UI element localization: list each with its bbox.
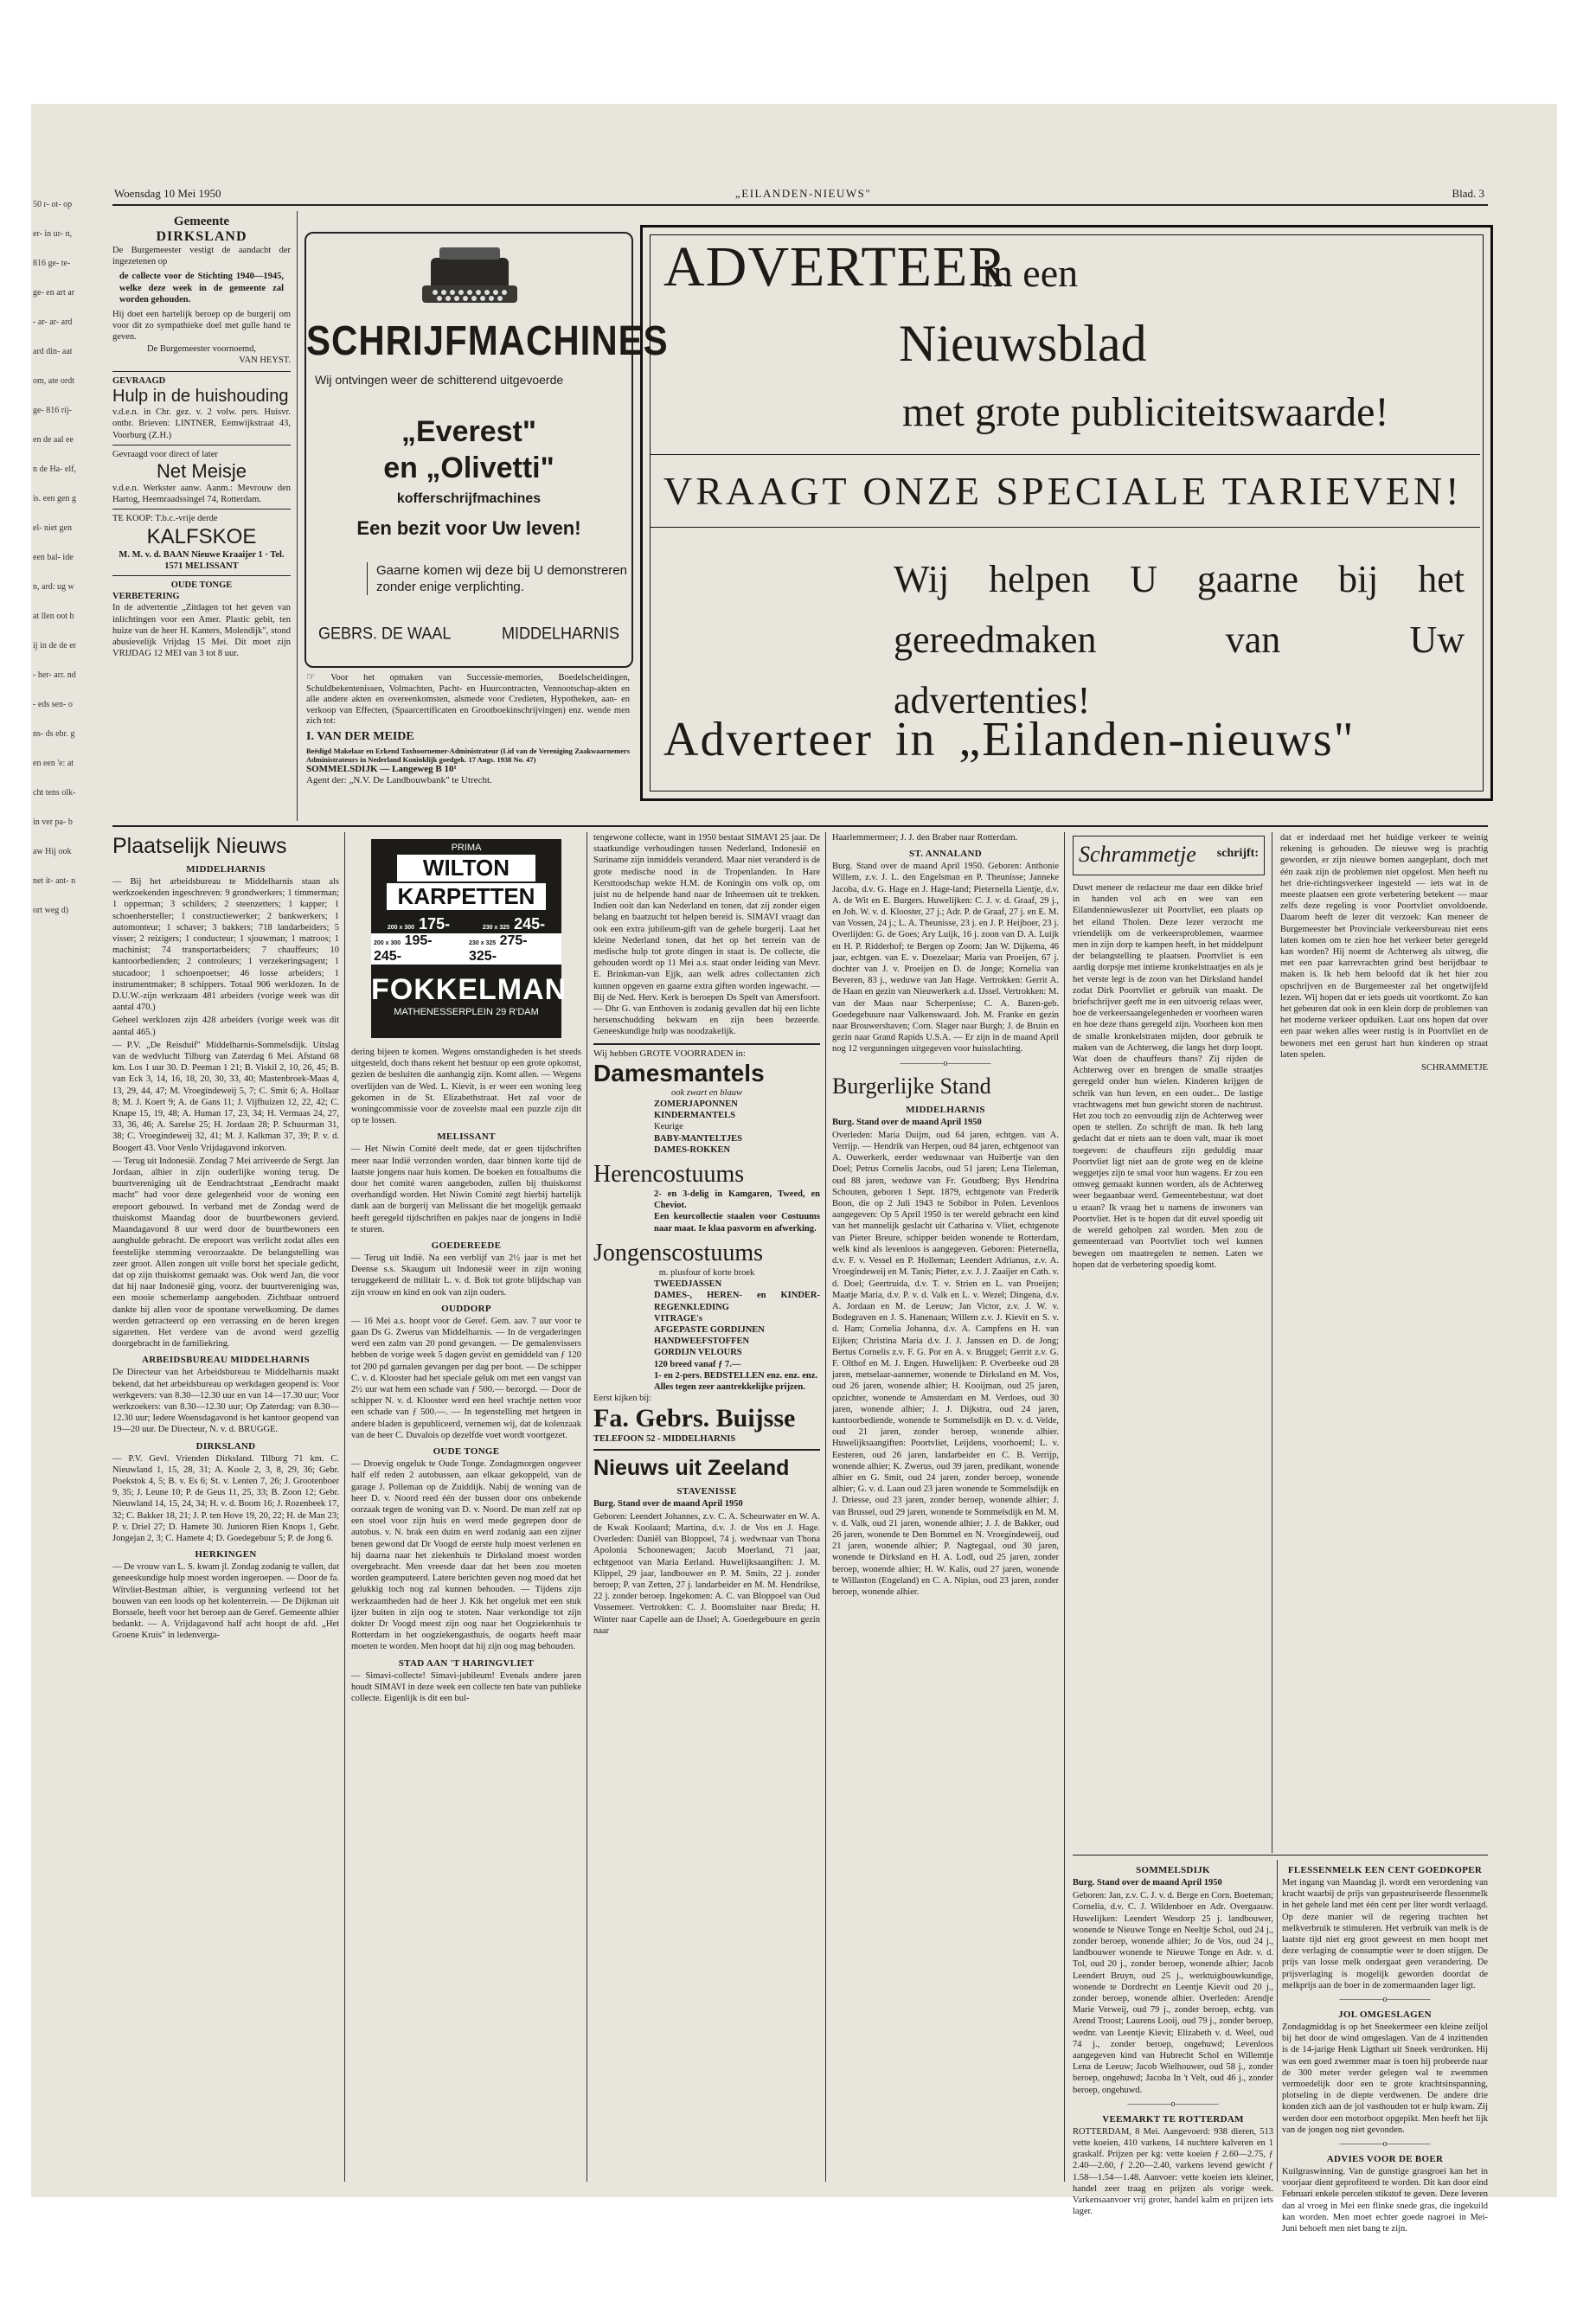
classified-head: KALFSKOE	[146, 524, 257, 548]
sommelsdijk-subheading: Burg. Stand over de maand April 1950	[1073, 1878, 1222, 1888]
voorraad-item: AFGEPASTE GORDIJNEN	[654, 1324, 765, 1335]
pn-text: — P.V. „De Reisduif" Middelharnis-Sommelsdijk. Uitslag van de wedvlucht Tilburg van Zaterdag 6 Mei. Afstand 68 km. Los 1 uur 30. D. Peeman 1 21; B. Viskil 2, 10, 26, 45; B. van Eck 3, 14, 16, 18, 20, 30, 33, 40; Mastenbroek-Maas 4, 13, 29, 44, 47; M. Vroegindeweij 5, 7; C. Smit 6; A. Hollaar 8; M. J. Koert 9; A. de Gans 11; J. Vijfhuizen 12, 22, 42; C. Knape 15, 19, 48; A. Human 17, 23, 34; H. Vermaas 24, 27, 33, 36, 46; A. Sarelse 25; H. Jordaan 28; P. Schuurman 31, 38; C. Vroegindeweij 32, 41; M. J. Kalkman 37, 39; P. v. d. Boogert 43. Voor Venlo Vrijdagavond inkorven.	[112, 1040, 339, 1153]
c3-text: — Terug uit Indië. Na een verblijf van 2½ jaar is met het Deense s.s. Skaugum uit Indonesië weer in zijn woning teruggekeerd de militair L. v. d. Bok tot grote blijdschap van zijn vrouw en kind en ook van zijn ouders.	[351, 1253, 581, 1298]
voorraad-list3	[654, 1279, 820, 1393]
classified-head: Net Meisje	[157, 460, 247, 483]
divider: —————o—————	[900, 1058, 991, 1068]
classified-head: Hulp in de huishouding	[112, 387, 289, 407]
pn-text: — P.V. Gevl. Vrienden Dirksland. Tilburg 71 km. C. Nieuwland 1, 15, 28, 31; A. Koole 2, 3, 8, 29, 36; Gebr. Poekstok 4, 5; B. v. Es 6; St. v. Lenten 7, 26; J. Grootenboer 9, 35; J. Leune 10; P. de Geus 11, 25, 33; B. Zoon 12; Gebr. Nieuwland 14, 15, 24, 34; H. v. d. Boom 16; J. Rozenbeek 17, 32; C. Bakker 18, 21; J. P. ten Hove 19, 20, 22; H. de Man 23; P. v. Driel 27; D. Hamete 30. Junioren Rien Knops 1, Gebr. Jongejan 2, 3; C. Hamete 4; D. Goedegebuur 5; P. de Jong 6.	[112, 1453, 339, 1543]
c3-article	[351, 1240, 581, 1298]
sommelsdijk-heading: SOMMELSDIJK	[1136, 1865, 1210, 1875]
voorraad-item: Keurige	[654, 1122, 683, 1132]
advies-text: Kuilgraswinning. Van de gunstige grasgroei kan het in voorjaar dient geprofiteerd te worden. Dit kan door eind Februari enkele percelen stikstof te geven. Deze leveren dan al vroeg in Mei een flinke snede gras, die ingekuild kan worden. Men moet echter goede nagroei in Mei-Juni behoeft men niet bang te zijn.	[1282, 2167, 1488, 2234]
wilton-prices	[371, 933, 561, 965]
meide-place: SOMMELSDIJK — Langeweg B 10¹	[306, 763, 457, 774]
section-rule	[112, 825, 1488, 827]
voorraad-h3: Jongenscostuums	[593, 1239, 763, 1266]
pn-article	[112, 1441, 339, 1545]
plaatselijk-column	[112, 832, 339, 2182]
meide-ad	[306, 671, 630, 820]
meide-body	[306, 671, 630, 727]
flessenmelk-column	[1282, 1860, 1488, 2234]
c3-article	[351, 1047, 581, 1126]
simavi-column	[593, 832, 820, 2182]
plaatselijk-title: Plaatselijk Nieuws	[112, 834, 287, 858]
pn-article	[112, 1355, 339, 1435]
adverteer-ad	[640, 225, 1493, 801]
voorraad-h1: Damesmantels	[593, 1059, 765, 1086]
wilton-ad	[371, 839, 567, 1038]
sommelsdijk-text: Geboren: Jan, z.v. C. J. v. d. Berge en Corn. Boeteman; Cornelia, d.v. C. J. Wildenboer en Adr. Overgaauw. Huwelijken: Leendert Wesdorp 25 j. landbouwer, wonende te Nieuwe Tonge en Neeltje Schol, oud 24 j., zonder beroep, wonende alhier; Jo de Vos, oud 24 j., landbouwer wonende te Nieuwe Tonge en Adr. v. d. Tol, oud 20 j., zonder beroep, wonende alhier; Jacob Leendert Bruyn, oud 25 j., werktuigbouwkundige, wonende te Dordrecht en Leentje Kievit oud 20 j., zonder beroep, wonende alhier. Overleden: Arendje Marie Verweij, oud 79 j., zonder beroep, echtg. van Arend Troost; Laurens Looij, oud 79 j., zonder beroep, wednr. van Leentje Kievit; Elizabeth v. d. Weel, oud 74 j., zonder beroep, ongehuwd; Levenloos aangegeven kind van Hubrecht Schol en Willemtje Lena de Leeuw; Jacob Wielhouwer, oud 58 j., zonder beroep, ongehuwd; Jacoba In 't Velt, oud 46 j., zonder beroep, ongehuwd.	[1073, 1891, 1273, 2095]
voorraad-s2b: Een keurcollectie staalen voor Costuums naar maat. Ie klaa pasvorm en afwerking.	[654, 1212, 820, 1234]
meide-sub: Beëdigd Makelaar en Erkend Taxhoornemer-Administrateur (Lid van de Vereniging Zaakwaarnemers Administrateurs in Nederland Koninklijk goedgek. 17 Augs. 1938 No. 47)	[306, 746, 630, 764]
voorraad-tel: TELEFOON 52 - MIDDELHARNIS	[593, 1434, 736, 1445]
divider: —————o—————	[1339, 2139, 1431, 2150]
ad-line5: Wij helpen U gaarne bij het gereedmaken van Uw advertenties!	[894, 558, 1465, 721]
veemarkt-text: ROTTERDAM, 8 Mei. Aangevoerd: 938 dieren, 513 vette koeien, 410 varkens, 14 nuchtere kalveren en 1 graskalf. Prijzen per kg: vette koeien ƒ 2.60—2.75, ƒ 2.40—2.60, ƒ 2.20—2.40, varkens levend gewicht ƒ 1.58—1.54—1.48. Aanvoer: vette koeien iets kleiner, handel zeer traag en prijzen als vorige week. Varkensaanvoer vrij groter, handel kalm en prijzen iets lager.	[1073, 2126, 1273, 2217]
schrijf-visit: Gaarne komen wij deze bij U demonstreren zonder enige verplichting.	[367, 562, 627, 595]
pn-article	[112, 1549, 339, 1641]
divider: —————o—————	[1339, 1995, 1431, 2005]
pn-heading: HERKINGEN	[195, 1549, 257, 1561]
schrammetje-column-2	[1280, 832, 1488, 1853]
wilton-price	[388, 915, 450, 933]
burgerlijke-text: Overleden: Maria Duijm, oud 64 jaren, echtgen. van A. Verrijp. — Hendrik van Herpen, oud 84 jaren, echtgenoot van A. Ouwerkerk, eerder weduwnaar van Huibertje van den Doel; Petrus Cornelis Jacobs, oud 51 jaren; Lena Tieleman, oud 88 jaren, weduwe van Fr. Goudberg; Bys Hendrina Schouten, geboren 1 Sept. 1879, echtgenote van Frederik Boon, die op 2 Juli 1943 te Sobibor in Polen. Levenloos aangegeven: Op 5 April 1950 is ter wereld gebracht een kind van het mannelijk geslacht uit Catharina v. Vliet, echtgenote van Pieter Breure, schipper beiden wonende te Rotterdam, welk kind als levenloos is aangegeven. Geboren: Pieternella, d.v. F. v. Vessel en P. Holleman; Leendert Adrianus, z.v. A. Vroegindeweij en M. Tanis; Pieter, z.v. J. J. Zaaijer en Cath. v. d. Doel; Geertruida, d.v. T. v. Strien en L. van Proeijen; Maatje Maria, d.v. P. v. d. Valk en L. v. Wezel; Dingena, d.v. A. Jordaan en M. de Leeuw; Jan Victor, z.v. J. W. v. Bodegraven en J. S. Hanenaan; Willem z.v. J. Kievit en S. v. d. Ham; Cornelia Johanna, d.v. A. Campfens en H. van Eijken; Christina Maria d.v. J. J. Janssen en D. de Jong; Bertus Cornelis z.v. F. G. Por en A. v. Bruggel; Gerrit z.v. G. F. Olthof en M. J. Engen. Huwelijken: P. Overbeeke oud 28 jaren, metselaar-aannemer, wonende te Dirksland en M. Vos, oud 26 jaren, wonende alhier; H. Kooijman, oud 25 jaren, opzichter, wonende te Amsterdam en M. Verdoes, oud 30 jaren, wonende alhier; J. J. Dijkstra, oud 24 jaren, kantoorbediende, wonende te Sommelsdijk en D. v. d. Velde, oud 21 jaren, zonder beroep, wonende alhier. Huwelijksaangiften: Poortvliet, Leijdens, voorhoeml; L. v. Eesteren, oud 26 jaren, landarbeider en C. B. Verrijp, wonende alhier; K. Zwerus, oud 39 jaren, predikant, wonende alhier en G. Smit, oud 24 jaren, zonder beroep, wonende alhier; G. v. d. Laan oud 23 jaren wonende te Sommelsdijk en J. Driesse, oud 23 jaren, zonder beroep, wonende alhier; J. van Brussel, oud 29 jaren, wonende te Sommelsdijk en M. M. v. d. Valk, oud 21 jaren, wonende alhier; J. J. de Bakker, oud 26 jaren, wonende te Den Bommel en N. Vroegindeweij, oud 21 jaren, wonende alhier; P. Nagtegaal, oud 30 jaren, wonende te Dirksland en H. A. Lodl, oud 25 jaren, zonder beroep, wonende alhier; H. W. Kalis, oud 27 jaren, wonende te Willaston (Engeland) en C. A. Nipius, oud 23 jaren, zonder beroep, wonende alhier.	[832, 1130, 1059, 1597]
wilton-top: PRIMA	[451, 843, 482, 853]
schrijf-footer-left: GEBRS. DE WAAL	[318, 623, 452, 643]
schrammetje-text-2: dat er inderdaad met het huidige verkeer te weinig rekening is gehouden. De nieuwe weg is prachtig geworden, er zijn nieuwe bomen aangeplant, doch met één zaak zijn de problemen niet opgelost. Men heeft nu het drie-richtingsverkeer ingesteld — iets wat in de meeste plaatsen een grote verbetering betekent — maar zelfs deze regeling is voor Poortvliet onvoldoende. Daarom heeft de lezer dit verzoek: Kan meneer de Burgemeester het Provinciale verkeersbureau niet eens laten komen om te zien hoe het verkeer beter geregeld kan worden? Hij noemt de Achterweg als uitweg, die met een paar karrevrachten grind best berijdbaar te maken is. Ik heb hem beloofd dat ik het hier zou opschrijven en de Burgemeester zal het ongetwijfeld lezen. Wij hopen dat er iets goeds uit voortkomt. Zo kan het gebeuren dat ook in een klein dorp de problemen van het moderne verkeer opduiken. Laat ons hopen dat over een paar weken alles weer rustig is in Poortvliet en de bewoners met een gerust hart hun kinderen op straat laten spelen.	[1280, 833, 1488, 1060]
voorraad-item: BABY-MANTELTJES	[654, 1133, 742, 1144]
wilton-title1: WILTON	[397, 855, 535, 881]
wilton-price-value: 275- 325-	[469, 933, 528, 964]
c3-heading: OUDE TONGE	[433, 1446, 500, 1458]
c3-text: — Droevig ongeluk te Oude Tonge. Zondagmorgen ongeveer half elf reden 2 autobussen, aan elkaar gekoppeld, van de garage J. Polleman op de Zuiddijk. Nabij de woning van de heer D. v. Noord reed één der bussen door ons onbekende oorzaak tegen de woning van D. v. Noord. De man zelf zat op een stoel voor zijn huis en werd mede gegrepen door de autobus. v. N. brak een duim en werd zodanig aan een zijner benen gewond dat Dr Voogd de eerste hulp moest verlenen en hij daarna naar het ziekenhuis te Dirksland moest worden overgebracht. Men vreesde daar dat het been zou moeten worden geamputeerd. Latere berichten geven nog moed dat het gelukkig toch nog zal kunnen behouden. — Tijdens zijn werkzaamheden had de heer J. Kik het ongeluk met een stuk ijzer buiten in zijn oog te stoten. Naar verkondige tot zijn dokter Dr Voogd meest zijn oog naar het Oogziekenhuis te Rotterdam in het oogziekengasthuis, de oogarts heeft maar moeten te worden. Men hoopt dat hij zijn oog mag behouden.	[351, 1459, 581, 1652]
jol-heading: JOL OMGESLAGEN	[1338, 2009, 1432, 2021]
pn-text: — De vrouw van L. S. kwam jl. Zondag zodanig te vallen, dat geneeskundige hulp moest worden ingeroepen. — Door de fa. Witvliet-Bestman alhier, is vergunning verleend tot het bouwen van een loods op het kolenterrein. — De Dijkman uit Borssele, heeft voor het beroep aan de Geref. Gemeente alhier bedankt. — A. Vrijdagavond half acht hoopt de afd. „Het Groene Kruis" in ledenverga-	[112, 1562, 339, 1641]
c3-heading: GOEDEREEDE	[431, 1240, 502, 1252]
classified-kind: OUDE TONGE	[170, 580, 233, 591]
c5-article	[832, 832, 1059, 843]
page-header	[112, 185, 1488, 206]
pn-article	[112, 1015, 339, 1037]
c3-heading: OUDDORP	[441, 1303, 491, 1314]
classified-kind: TE KOOP: T.b.c.-vrije derde	[112, 514, 218, 524]
schrammetje-header	[1073, 836, 1265, 875]
classified-1	[112, 372, 291, 445]
voorraad-brand: Fa. Gebrs. Buijsse	[593, 1404, 796, 1433]
meide-name: I. VAN DER MEIDE	[306, 729, 414, 743]
wilton-address: MATHENESSERPLEIN 29 R'DAM	[394, 1007, 539, 1017]
c3-article	[351, 1446, 581, 1652]
voorraad-visit: Eerst kijken bij:	[593, 1394, 652, 1404]
voorraad-item: TWEEDJASSEN	[654, 1279, 722, 1290]
voorraad-item: HANDWEEFSTOFFEN	[654, 1336, 750, 1347]
ad-line4: VRAAGT ONZE SPECIALE TARIEVEN!	[663, 469, 1463, 513]
schrijf-cta: Een bezit voor Uw leven!	[356, 517, 581, 539]
schrijfmachines-ad	[304, 232, 669, 668]
pn-text: — Bij het arbeidsbureau te Middelharnis staan als werkzoekenden ingeschreven: 9 grondwerkers; 1 timmerman; 1 opperman; 3 schilders; 2 steenzetters; 1 kapper; 1 schoenhersteller; 1 constructiewerker; 2 bankwerkers; 1 automonteur; 1 schaver; 3 bakkers; 718 landarbeiders; 5 visser; 2 reizigers; 1 conducteur; 1 sjouwman; 1 matroos; 1 machinist; 74 transportarbeiders; 7 chauffeurs; 10 kantoorbedienden; 2 controleurs; 1 verzekeringsagent; 1 stucadoor; 1 schoenpoetser; 46 losse arbeiders; 1 instrumentmaker; 8 schippers. Totaal 906 werklozen. In de D.U.W.-zijn werkzaam 481 arbeiders (vorige week was dit aantal 470.)	[112, 877, 339, 1013]
gemeente-body: Hij doet een hartelijk beroep op de burgerij om voor dit zo sympathieke doel met gulle hand te geven.	[112, 310, 291, 343]
c3-article	[351, 1131, 581, 1235]
pn-text: Geheel werklozen zijn 428 arbeiders (vorige week was dit aantal 465.)	[112, 1016, 339, 1037]
veemarkt-heading: VEEMARKT TE ROTTERDAM	[1102, 2113, 1244, 2125]
section-rule	[1073, 1855, 1488, 1856]
voorraad-h2: Herencostuums	[593, 1161, 745, 1189]
zeeland-heading: STAVENISSE	[676, 1485, 737, 1497]
header-title: „EILANDEN-NIEUWS"	[735, 187, 872, 200]
classified-kind: GEVRAAGD	[112, 376, 166, 387]
gemeente-notice	[112, 215, 291, 372]
pn-heading: MIDDELHARNIS	[186, 864, 266, 875]
c4-text: tengewone collecte, want in 1950 bestaat SIMAVI 25 jaar. De staatkundige verhoudingen tussen Nederland, Indonesië en Suriname zijn inmiddels veranderd. Maar niet veranderd is de grote medische nood in de Tropenlanden. In Hare Kersttoodschap wekte H.M. de Koningin ons volk op, om juist nu de helpende hand naar de Inheemsen uit te trekken. Indien ooit dan kan Nederland en tonen, dat zij zonder eigen belang en baatzucht tot helpen bereid is. SIMAVI vraagt dan ook een extra jubileum-gift van de gehele burgerij. Laat het kleine Nederland tonen, dat het op het terrein van de medische hulp tot grote dingen in staat is. De collecte, die gehouden wordt op 11 Mei a.s. staat onder leiding van Mevr. E. Brinkman-van Ejjk, aan welk adres collectanten zich kunnen opgeven en gaarne extra giften worden ingewacht. — Bij de Ned. Herv. Kerk is beroepen Ds Spelt van Amersfoort. — Dhr G. van Enthoven is zodanig gevallen dat hij een lichte hersenschudding bekwam en zijn been bezeerde. Geneeskundige hulp was noodzakelijk.	[593, 833, 820, 1037]
c5-heading: ST. ANNALAND	[908, 849, 983, 860]
voorraad-item: DAMES-, HEREN- en KINDER-REGENKLEDING	[654, 1291, 820, 1312]
gemeente-sign2: VAN HEYST.	[239, 355, 291, 365]
wilton-column	[351, 832, 581, 2182]
voorraad-item: ZOMERJAPONNEN	[654, 1099, 738, 1110]
classified-4	[112, 576, 291, 663]
column-rule	[1064, 832, 1065, 2182]
wilton-price-size: 230 x 325	[482, 925, 510, 931]
pn-article	[112, 864, 339, 1013]
voorraad-item: Alles tegen zeer aantrekkelijke prijzen.	[654, 1381, 805, 1392]
column-rule	[297, 211, 298, 821]
flessenmelk-heading: FLESSENMELK EEN CENT GOEDKOPER	[1287, 1865, 1483, 1875]
pn-heading: ARBEIDSBUREAU MIDDELHARNIS	[142, 1355, 310, 1366]
schrijf-title: SCHRIJFMACHINES	[306, 317, 669, 364]
schrijf-brand2: en „Olivetti"	[383, 452, 554, 484]
voorraad-item: 1- en 2-pers. BEDSTELLEN enz. enz. enz.	[654, 1370, 817, 1381]
ad-line3: met grote publiciteitswaarde!	[902, 389, 1389, 435]
voorraad-s3: m. plusfour of korte broek	[658, 1267, 755, 1278]
c5-article	[832, 849, 1059, 1054]
jol-text: Zondagmiddag is op het Sneekermeer een kleine zeiljol bij het door de wind omgeslagen. Van de 4 inzittenden is de 14-jarige Henk Ligthart uit Sneek verdronken. Hij was een goed zwemmer maar is toen hij probeerde naar de 300 meter verder gelegen wal te zwemmen vermoedelijk door een te grote krachtsinspanning, plotseling in de diepte verdwenen. De andere drie konden zich aan de jol vasthouden tot er hulp kwam. Zij werden door een motorboot opgepikt. Men heeft het lijk van de jongen nog niet gevonden.	[1282, 2022, 1488, 2135]
c3-text: — Simavi-collecte! Simavi-jubileum! Evenals andere jaren houdt SIMAVI in deze week een collecte ten bate van publieke collecte. Eigenlijk is dit een bul-	[351, 1670, 581, 1703]
header-date: Woensdag 10 Mei 1950	[114, 187, 221, 200]
schrijf-brand1: „Everest"	[401, 415, 536, 448]
voorraad-list1	[654, 1099, 820, 1156]
header-page: Blad. 3	[1452, 187, 1484, 200]
wilton-price-size: 200 x 300	[387, 925, 415, 931]
pn-text: — Terug uit Indonesië. Zondag 7 Mei arriveerde de Sergt. Jan Jordaan, alhier in zijn ouderlijke woning terug. De buurtvereniging uit de Eendrachtstraat „Eendracht maakt macht" had voor deze gelegenheid voor de woning een erepoort gebouwd. In verband met de Zondag werd de thuiskomst Maandag door de buurtbewoners gevierd. Maandagavond 8 uur werd door de buurtbewoners een aanghulde gebracht. De erepoort was verlicht zodat alles een feestelijke stemming veroorzaakte. De belangstelling was zeer groot. Allen zongen uit volle borst het speciale gedicht, dat op zijn thuiskomst gemaakt was. Ook werd Jan, die voor dat hij naar Indonesië ging, voorz. der buurtvereniging was, een mooie schemerlamp aangeboden. Zichtbaar ontroerd dankte hij allen voor de spontane verwelkoming. De dames werden getracteerd op een verrassing en de heren kregen sigaretten. Het verdere van de avond werd gezellig doorgebracht in de familiekring.	[112, 1156, 339, 1349]
classified-body: In de advertentie „Zitdagen tot het geven van inlichtingen voor een Amer. Plastic gebit, ten huize van de heer H. Kanters, Molendijk", stond abusievelijk Vrijdag 15 Mei. Dit moet zijn VRIJDAG 12 MEI van 3 tot 8 uur.	[112, 603, 291, 659]
column-rule	[586, 832, 587, 2182]
meide-agent: Agent der: „N.V. De Landbouwbank" te Utrecht.	[306, 775, 492, 786]
burgerlijke-title: Burgerlijke Stand	[832, 1073, 991, 1099]
zeeland-section	[593, 1456, 820, 1637]
flessenmelk-text: Met ingang van Maandag jl. wordt een verordening van kracht waarbij de prijs van gepasteuriseerde flessenmelk in het gehele land met één cent per liter wordt verlaagd. Op deze manier wil de regering trachten het melkverbruik te stimuleren. Het verbruik van melk is de laatste tijd niet erg groot geweest en men hoopt met deze verlaging de consumptie weer te doen stijgen. De prijs van losse melk ondergaat geen verandering. De prijsverlaging is mogelijk geworden doordat de melkprijs aan de boer in de zomermaanden lager ligt.	[1282, 1878, 1488, 1990]
pn-article	[112, 1040, 339, 1154]
classified-body: v.d.e.n. Werkster aanw. Aanm.: Mevrouw den Hartog, Heemraadssingel 74, Rotterdam.	[112, 484, 291, 505]
wilton-price-value: 195- 245-	[374, 933, 433, 964]
ad-line6: Adverteer in „Eilanden-nieuws"	[663, 713, 1356, 766]
classified-body: v.d.e.n. in Chr. gez. v. 2 volw. pers. Huisvr. ontbr. Brieven: LINTNER, Eemwijkstraat 43, Voorburg (Z.H.)	[112, 407, 291, 440]
gemeente-intro: De Burgemeester vestigt de aandacht der ingezetenen op	[112, 246, 291, 267]
pointing-hand-icon: ☞	[306, 670, 316, 683]
voorraad-item: VITRAGE's	[654, 1313, 703, 1324]
voorraad-intro: Wij hebben GROTE VOORRADEN in:	[593, 1048, 746, 1059]
c4-article	[593, 832, 820, 1038]
schrammetje-sign: SCHRAMMETJE	[1420, 1063, 1488, 1074]
wilton-price-size: 200 x 300	[374, 940, 401, 946]
zeeland-text: Geboren: Leendert Johannes, z.v. C. A. Scheurwater en W. A. de Kwak Koolaard; Martina, d.v. J. de Vos en J. Hage. Overleden: Daniël van Bloppoel, 74 j. wedwnaar van Thona Apolonia Schoonewagen; Jacob Moerland, 71 jaar, echtgenoot van Maria Eerland. Huwelijksaangiften: J. M. Klippel, 29 jaar, landbouwer en P. M. Smits, 22 j. zonder beroep; P. van Zetten, 27 j. landarbeider en M. M. Hendrikse, 22 j. zonder beroep. Ingekomen: A. C. van Bloppoel van Oud Vossemeer. Vertrokken: C. J. Boomsluiter naar Breda; H. Winter naar Capelle aan de IJssel; A. Goedegebuure en gezin naar	[593, 1511, 820, 1636]
c3-text: dering bijeen te komen. Wegens omstandigheden is het steeds uitgesteld, doch thans rekent het bestuur op een grote opkomst, gezien de besluiten die aanhangig zijn. Komt allen. — Wegens overlijden van de Wed. L. Kievit, is er weer een woning leeg gekomen in de St. Elizabethstraat. Het zal voor de woningcommissie voor de zoveelste maal een puzzle zijn dit op te lossen.	[351, 1048, 581, 1126]
ad-line1: ADVERTEER	[663, 235, 1008, 298]
schrijf-sub: kofferschrijfmachines	[396, 491, 542, 506]
column-rule	[825, 832, 826, 2182]
burgerlijke-subheading: Burg. Stand over de maand April 1950	[832, 1117, 982, 1127]
schrammetje-column	[1073, 882, 1263, 1834]
c3-heading: MELISSANT	[437, 1131, 496, 1143]
c3-article	[351, 1304, 581, 1441]
gemeente-sign1: De Burgemeester voornoemd,	[146, 343, 257, 354]
c5-text: Haarlemmermeer; J. J. den Braber naar Rotterdam.	[832, 833, 1018, 843]
pn-article	[112, 1156, 339, 1349]
voorraad-s2: 2- en 3-delig in Kamgaren, Tweed, en Cheviot.	[654, 1189, 820, 1211]
gemeente-title: Gemeente	[173, 215, 230, 228]
divider: —————o—————	[1127, 2099, 1219, 2109]
zeeland-title: Nieuws uit Zeeland	[593, 1455, 790, 1480]
schrammetje-text: Duwt meneer de redacteur me daar een dikke brief in handen vol ach en wee van een Eilandenniewuslezer uit Poortvliet, een plaats op het eiland Tholen. Deze lezer verzocht me vriendelijk om de verkeersproblemen, waarmee men in zijn dorp te kampen heeft, in het middelpunt der belangstelling te plaatsen. Poortvliet is een aardig dorpsje met intieme kronkelstraatjes en als je het verste legt is de zoon van het Dirksland handel zodat Dirk Poortvliet er gebruik van maakt. De briefschrijver geeft me in een uitvoerig relaas weer, hoe de verkeersaangelegenheden er voorheen waren en hoe deze thans geregeld zijn. Voorheen kon men de smalle kronkelstraten mijden, door gebruik te maken van de Achterweg, die langs het dorp loopt. Wat doen de chauffeurs thans? Zij rijden de Achterweg over en brengen de smalle straatjes geregeld onder hun wielen. Kinderen krijgen de schrik van hun leven, en een ouder... De lastige vrachtwagens met hun gewicht storen de nachtrust. Het zou toch zo eenvoudig zijn de Achterweg weer open te stellen. Zo schrijft de man. Ik heb lang gedacht dat er niets aan te doen valt, maar ik moet toegeven: de chauffeurs zijn geduldig maar Poortvliet ligt niet aan de grote weg en de kleine weggetjes zijn te smal voor hun wagens. Er zou een omweg gemaakt kunnen worden, als de Achterweg weer begaanbaar werd. Gemeentebestuur, wat doet u eraan? Ik vraag het u namens de inwoners van Poortvliet. Het is te hopen dat dit euvel spoedig uit de wereld geholpen zal worden. Men zou de gemeenteraad van Poortvliet toch wel kunnen bewegen om maatregelen te nemen. Laten we hopen dat de verbetering spoedig komt.	[1073, 883, 1263, 1270]
newspaper-page	[112, 185, 1488, 2234]
pn-text: De Directeur van het Arbeidsbureau te Middelharnis maakt bekend, dat het arbeidsbureau op werkdagen geopend is: Voor werkgevers: van 8.30—12.30 uur en van 14—17.30 uur; Voor werkzoekers: van 8.30—12.30 uur; Op Zaterdag: van 8.30—12.30 uur; Iedere Woensdagavond is het kantoor geopend van 19—20 uur. De Directeur, N. v. d. BRUGGE.	[112, 1368, 339, 1435]
gemeente-name: DIRKSLAND	[156, 229, 247, 244]
ad-line1b: in een	[982, 251, 1079, 295]
classified-kind: Gevraagd voor direct of later	[112, 449, 218, 459]
wilton-price	[483, 915, 545, 933]
voorraad-item: 120 breed vanaf ƒ 7.—	[654, 1359, 741, 1369]
c5-text: Burg. Stand over de maand April 1950. Geboren: Anthonie Willem, z.v. J. L. den Engelsman en P. Theunisse; Janneke Jacoba, d.v. G. Hage en J. Hage-land; Pieternella Lientje, d.v. A. de Wit en E. Burgers. Huwelijken: C. J. v. d. Graaf, 29 j., en Joh. W. v. d. Klooster, 27 j.; Adr. P. de Graaf, 27 j. en E. M. van Vossen, 24 j.; L. A. Theunisse, 23 j. en J. P. Heijboer, 23 j. Overlijden: G. de Goes; Ary Luijk, 16 j. zoon van D. A. Luijk en H. P. Ridderhof; te Bergen op Zoom: Jan W. Dijkema, 46 jaar, echtgen. van E. v. Doezelaar; Maria van Proeijen, 67 j. dochter van J. v. Proeijen en D. de Jonge; Kornelia van Beveren, 83 j., weduwe van Jan Hage. Vertrokken: Gerrit A. de Haan en gezin van Nieuwerkerk a.d. IJssel. Vertrokken: M. van der Maas naar Scherpenisse; C. A. Bazen-geb. Goedegebuure naar Valkenswaard. Joh. M. Franke en gezin naar Brouwershaven; Corn. Slager naar Burgh; J. de Bruin en gezin naar Grand Rapids U.S.A. — Er zijn in de maand April nog 12 vergunningen uitgegeven voor huisslachting.	[832, 862, 1059, 1054]
schrammetje-label: schrijft:	[1216, 847, 1259, 860]
voorraad-item: GORDIJN VELOURS	[654, 1348, 742, 1358]
sommelsdijk-column	[1073, 1860, 1273, 2217]
classified-2	[112, 445, 291, 510]
schrijf-line1: Wij ontvingen weer de schitterend uitgevoerde	[315, 373, 564, 387]
voorraad-ad	[593, 1043, 820, 1451]
gemeente-bold: de collecte voor de Stichting 1940—1945, welke deze week in de gemeente zal worden gehouden.	[119, 272, 284, 304]
column-rule	[344, 832, 345, 2182]
burgerlijke-column	[832, 832, 1059, 2182]
meide-body-text: Voor het opmaken van Successie-memories, Boedelscheidingen, Schuldbekentenissen, Volmachten, Pacht- en Huurcontracten, Vennootschap-akten en alle andere akten en overeenkomsten, alsmede voor Credieten, Hypotheken, aan- en verkoop van Effecten, (Spaarcertificaten en Grootboekinschrijvingen) enz. wende men zich tot:	[306, 673, 630, 727]
schrammetje-title: Schrammetje	[1079, 842, 1196, 867]
voorraad-item: KINDERMANTELS	[654, 1111, 735, 1121]
wilton-price	[371, 933, 466, 965]
advies-heading: ADVIES VOOR DE BOER	[1326, 2154, 1444, 2165]
typewriter-icon	[413, 240, 526, 310]
c3-text: — 16 Mei a.s. hoopt voor de Geref. Gem. aav. 7 uur voor te gaan Ds G. Zwerus van Middelharnis. — In de vergaderingen werd een zalm van 20 pond gevangen. — De gemalenvissers hebben de vorige week 5 dagen gevist en gemiddeld van ƒ 120 tot 200 pd garnalen gevangen per dag per boot. — De schipper C. v. d. Klooster had het speciale geluk om met een vangst van 2½ uur wat hem een schade van ƒ 500.— bezorgd. — Door de schipper N. v. d. Klooster werd een heel vrachtje netten voor een schade van ƒ 500.—. — In tegenstelling met hetgeen in andere bladen is gepubliceerd, vernemen wij, dat de kolenzaak van de heer C. Duvalois op dezelfde voet wordt voortgezet.	[351, 1316, 581, 1440]
c3-heading: STAD AAN 'T HARINGVLIET	[398, 1657, 535, 1669]
left-margin-fragments: 50 r- ot- op er- in ur- n, 816 ge- te- ge- en art ar- ar- ar- ard ard din- aat om, ate ordt ge- 816 rij- en de aal een de Ha- elf, is. een gen gel- niet gen een bal- iden, ard: ug wat llen oot hij in de de er- her- arr. nd- eds sen- ons- ds ebr. gen een 'e: at cht tens olk- in ver pa- baw Hij ook net it- ant- nort weg d)	[33, 200, 76, 915]
classified-3	[112, 510, 291, 576]
c3-article	[351, 1658, 581, 1705]
ad-line2: Nieuwsblad	[899, 315, 1147, 372]
top-left-column	[112, 211, 291, 821]
wilton-prices	[371, 915, 561, 933]
column-rule	[1277, 1860, 1278, 2182]
wilton-price-value: 175-	[419, 915, 451, 933]
wilton-price-size: 230 x 325	[469, 940, 497, 946]
voorraad-item: DAMES-ROKKEN	[654, 1144, 731, 1155]
zeeland-subheading: Burg. Stand over de maand April 1950	[593, 1498, 743, 1509]
schrijf-footer-right: MIDDELHARNIS	[501, 623, 619, 643]
classified-head: VERBETERING	[112, 592, 180, 602]
wilton-brand: FOKKELMAN	[371, 973, 567, 1006]
wilton-title2: KARPETTEN	[387, 883, 546, 910]
wilton-price	[466, 933, 561, 965]
c3-text: — Het Niwin Comité deelt mede, dat er geen tijdschriften meer naar Indië verzonden worden, daar binnen korte tijd de laatste jongens naar huis komen. De boeken en fotoalbums die door het comité waren aangeboden, zullen bij thuiskomst overhandigd worden. Het Niwin Comité zegt hierbij hartelijk dank aan de burgerij van Melissant die het mogelijk gemaakt heeft geregeld tijdschriften en pakjes naar de jongens in Indië te sturen.	[351, 1144, 581, 1234]
pn-heading: DIRKSLAND	[195, 1440, 256, 1452]
burgerlijke-heading: MIDDELHARNIS	[906, 1104, 985, 1115]
classified-body: M. M. v. d. BAAN Nieuwe Kraaijer 1 · Tel. 1571 MELISSANT	[119, 549, 285, 571]
voorraad-s1: ook zwart en blauw	[671, 1087, 742, 1098]
wilton-price-value: 245-	[514, 915, 546, 933]
